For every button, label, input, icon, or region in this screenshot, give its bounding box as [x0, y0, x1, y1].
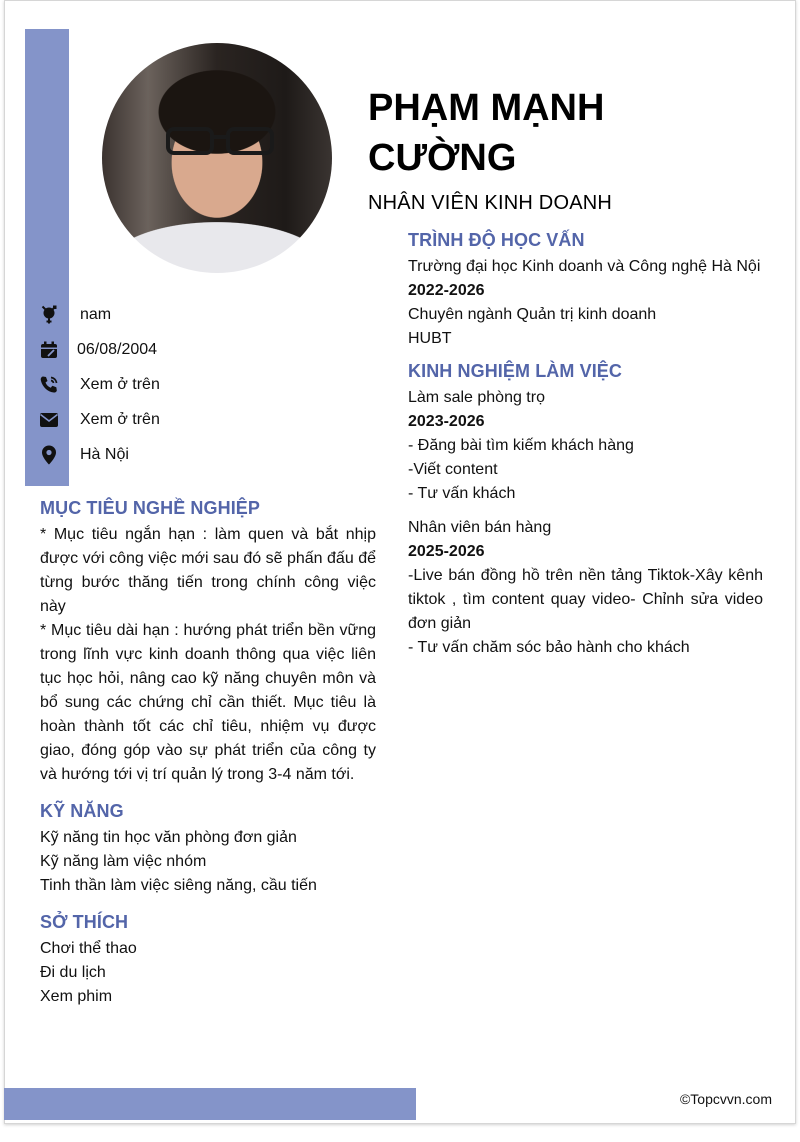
education-section [408, 230, 763, 351]
phone-icon [36, 374, 62, 396]
objective-section [40, 498, 376, 787]
contact-location [36, 443, 129, 467]
education-period: 2022-2026 [408, 282, 485, 299]
skills-heading: KỸ NĂNG [40, 801, 124, 821]
experience-item [408, 386, 763, 506]
objective-short-term: * Mục tiêu ngắn hạn : làm quen và bắt nhịp được với công việc mới sau đó sẽ phấn đấu để từng bước thăng tiến trong chính công việc này [40, 526, 376, 615]
experience-position: Nhân viên bán hàng [408, 519, 552, 536]
education-school: Trường đại học Kinh doanh và Công nghệ Hà Nội [408, 258, 761, 275]
experience-period: 2025-2026 [408, 543, 485, 560]
contact-gender [36, 303, 112, 327]
experience-item [408, 516, 763, 660]
left-column [40, 498, 376, 1009]
experience-detail: -Viết content [408, 461, 498, 478]
footer-accent-bar [4, 1088, 416, 1120]
avatar-glasses-graphic [166, 125, 276, 157]
contact-phone [36, 373, 160, 397]
skills-section [40, 801, 376, 898]
hobby-item: Đi du lịch [40, 964, 106, 981]
objective-heading: MỤC TIÊU NGHỀ NGHIỆP [40, 498, 261, 518]
experience-section [408, 361, 763, 660]
contact-birthday-value: 06/08/2004 [77, 341, 158, 358]
right-column [408, 230, 763, 660]
contact-email-value: Xem ở trên [80, 411, 160, 428]
email-icon [36, 409, 62, 431]
skill-item: Kỹ năng làm việc nhóm [40, 853, 207, 870]
experience-heading: KINH NGHIỆM LÀM VIỆC [408, 361, 623, 381]
hobby-item: Chơi thể thao [40, 940, 137, 957]
job-title: NHÂN VIÊN KINH DOANH [368, 192, 613, 214]
objective-long-term: * Mục tiêu dài hạn : hướng phát triển bền vững trong lĩnh vực kinh doanh thông qua việc liên tục học hỏi, nâng cao kỹ năng chuyên môn và bổ sung các chứng chỉ cần thiết. Mục tiêu là hoàn thành tốt các chỉ tiêu, nhiệm vụ được giao, đóng góp vào sự phát triển của công ty và hướng tới vị trí quản lý trong 3-4 năm tới. [40, 622, 376, 783]
contact-phone-value: Xem ở trên [80, 376, 160, 393]
contact-email [36, 408, 160, 432]
location-icon [36, 444, 62, 466]
experience-period: 2023-2026 [408, 413, 485, 430]
experience-detail: - Tư vấn khách [408, 485, 516, 502]
contact-gender-value: nam [80, 306, 112, 323]
contact-location-value: Hà Nội [80, 446, 129, 463]
hobbies-section [40, 912, 376, 1009]
skill-item: Tinh thần làm việc siêng năng, cầu tiến [40, 877, 317, 894]
education-major: Chuyên ngành Quản trị kinh doanh [408, 306, 657, 323]
hobby-item: Xem phim [40, 988, 113, 1005]
experience-detail: - Đăng bài tìm kiếm khách hàng [408, 437, 634, 454]
experience-detail: - Tư vấn chăm sóc bảo hành cho khách [408, 639, 690, 656]
experience-position: Làm sale phòng trọ [408, 389, 545, 406]
candidate-name: PHẠM MẠNH CƯỜNG [368, 87, 605, 179]
contact-birthday [36, 338, 158, 362]
avatar [102, 43, 332, 273]
gender-icon [36, 304, 62, 326]
hobbies-heading: SỞ THÍCH [40, 912, 129, 932]
education-abbr: HUBT [408, 330, 452, 347]
skill-item: Kỹ năng tin học văn phòng đơn giản [40, 829, 297, 846]
education-heading: TRÌNH ĐỘ HỌC VẤN [408, 230, 585, 250]
experience-detail: -Live bán đồng hồ trên nền tảng Tiktok-Xây kênh tiktok , tìm content quay video- Chỉnh sửa video đơn giản [408, 567, 763, 632]
copyright-text: ©Topcvvn.com [679, 1091, 772, 1107]
calendar-icon [36, 339, 62, 361]
